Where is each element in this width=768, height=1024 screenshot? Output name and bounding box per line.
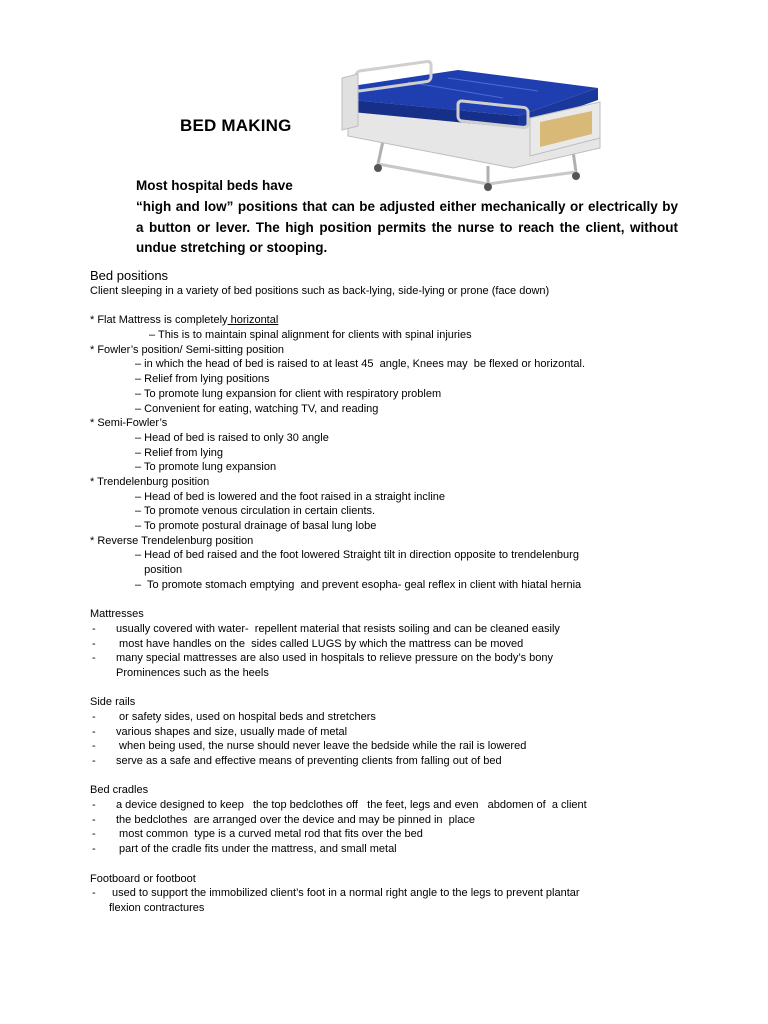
list-item: - or safety sides, used on hospital beds and stretchers: [92, 710, 376, 723]
trendelenburg-point: – To promote postural drainage of basal lung lobe: [135, 520, 377, 532]
intro-first-line: Most hospital beds have: [136, 178, 293, 193]
intro-paragraph: “high and low” positions that can be adjusted either mechanically or electrically by a button or lever. The high position permits the nurse to reach the client, without undue stretching or stooping.: [136, 199, 678, 255]
list-item: - various shapes and size, usually made of metal: [92, 725, 348, 738]
list-item: - used to support the immobilized client’s foot in a normal right angle to the legs to prevent plantar: [92, 887, 580, 900]
bed-positions-intro: Client sleeping in a variety of bed positions such as back-lying, side-lying or prone (face down): [90, 285, 550, 297]
reverse-trendelenburg-label: * Reverse Trendelenburg position: [90, 534, 254, 547]
fowler-point: – in which the head of bed is raised to at least 45 angle, Knees may be flexed or horizontal.: [135, 358, 586, 371]
semi-fowler-point: – To promote lung expansion: [135, 461, 277, 474]
list-item: - most common type is a curved metal rod that fits over the bed: [92, 828, 423, 841]
semi-fowler-point: – Head of bed is raised to only 30 angle: [135, 431, 329, 444]
section-heading-bed-cradles: Bed cradles: [90, 784, 149, 797]
document-body: [90, 267, 730, 916]
section-heading-side-rails: Side rails: [90, 696, 136, 709]
hospital-bed-icon: [338, 56, 618, 196]
reverse-trendelenburg-point: – To promote stomach emptying and prevent esopha- geal reflex in client with hiatal hernia: [135, 578, 582, 591]
fowler-point: – Relief from lying positions: [135, 373, 270, 386]
list-item: - a device designed to keep the top bedclothes off the feet, legs and even abdomen of a client: [92, 799, 587, 812]
section-heading-bed-positions: Bed positions: [90, 268, 169, 283]
fowler-label: * Fowler’s position/ Semi-sitting position: [90, 343, 285, 356]
list-item: - most have handles on the sides called LUGS by which the mattress can be moved: [92, 637, 524, 650]
reverse-trendelenburg-point: position: [135, 564, 183, 577]
semi-fowler-label: * Semi-Fowler’s: [90, 417, 168, 430]
list-item: - usually covered with water- repellent material that resists soiling and can be cleaned easily: [92, 622, 560, 635]
list-item: - part of the cradle fits under the mattress, and small metal: [92, 843, 397, 856]
list-item: - many special mattresses are also used in hospitals to relieve pressure on the body’s bony: [92, 652, 553, 665]
section-heading-mattresses: Mattresses: [90, 608, 144, 621]
list-item: - the bedclothes are arranged over the device and may be pinned in place: [92, 813, 475, 826]
list-item: - when being used, the nurse should never leave the bedside while the rail is lowered: [92, 740, 527, 753]
semi-fowler-point: – Relief from lying: [135, 446, 224, 459]
list-item: - serve as a safe and effective means of preventing clients from falling out of bed: [92, 755, 502, 767]
reverse-trendelenburg-point: – Head of bed raised and the foot lowered Straight tilt in direction opposite to trendelenburg: [135, 549, 579, 562]
trendelenburg-label: * Trendelenburg position: [90, 475, 210, 488]
list-item-continuation: Prominences such as the heels: [116, 666, 269, 679]
fowler-point: – To promote lung expansion for client with respiratory problem: [135, 387, 442, 400]
document-title: BED MAKING: [180, 116, 292, 135]
trendelenburg-point: – To promote venous circulation in certain clients.: [135, 505, 376, 518]
list-item-continuation: flexion contractures: [109, 901, 205, 914]
section-heading-footboard: Footboard or footboot: [90, 872, 196, 885]
fowler-point: – Convenient for eating, watching TV, and reading: [135, 402, 379, 415]
trendelenburg-point: – Head of bed is lowered and the foot raised in a straight incline: [135, 490, 446, 503]
flat-point: – This is to maintain spinal alignment for clients with spinal injuries: [149, 329, 472, 342]
flat-mattress-label: * Flat Mattress is completely horizontal: [90, 314, 279, 327]
